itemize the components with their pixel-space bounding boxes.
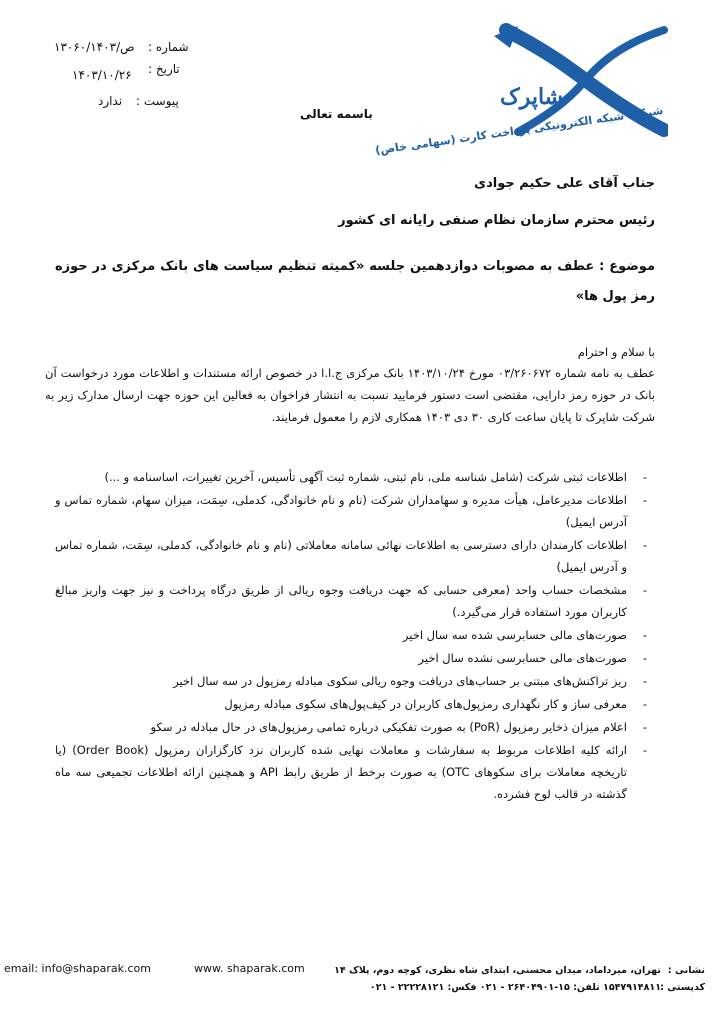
postal-phone-fax: ۱۵۴۷۹۱۴۸۱۱ تلفن: ۱۵-۲۶۴۰۴۹۰۱ - ۰۲۱ فکس: ۲۲۲۲۸۱۲۱ - ۰۲۱ [369,982,661,993]
number-label: شماره : [148,40,189,54]
list-item: - ریز تراکنش‌های مبتنی بر حساب‌های دریافت وجوه ریالی سکوی مبادله رمزپول در سه سال اخیر [173,674,647,688]
list-item: - اطلاعات ثبتی شرکت (شامل شناسه ملی، نام ثبتی، شماره ثبت آگهی تأسیس، آخرین تغییرات، اساسنامه و ...) [104,470,647,484]
letter-meta [38,40,198,110]
list-item: - صورت‌های مالی حسابرسی نشده سال اخیر [418,651,647,665]
list-item: - صورت‌های مالی حسابرسی شده سه سال اخیر [402,628,647,642]
number-value: ۱۳۰۶۰/ص/۱۴۰۳ [54,40,135,54]
company-full-name: شرکت شبکه الکترونیکی پرداخت کارت (سهامی خاص) [374,103,665,158]
recipient-name: جناب آقای علی حکیم جوادی [474,176,655,191]
list-item: - مشخصات حساب واحد (معرفی حسابی که جهت دریافت وجوه ریالی از طریق درگاه پرداخت و نیز جهت واریز مبالغ کاربران مورد استفاده قرار می‌گیرد.) [55,583,647,619]
list-item: - اطلاعات کارمندان دارای دسترسی به اطلاعات نهائی سامانه معاملاتی (نام و نام خانوادگی، کدملی، سِمَت، شماره تماس و آدرس ایمیل) [55,538,647,574]
greeting: با سلام و احترام [577,345,655,359]
date-label: تاریخ : [148,62,180,76]
requirements-list [55,466,655,806]
list-item: - اعلام میزان ذخایر رمزپول (PoR) به صورت تفکیکی درباره تمامی رمزپول‌های در حال مبادله در سکو [150,720,647,734]
logo-wordmark: شاپرک [500,84,564,110]
footer-address [241,962,705,996]
date-value: ۱۴۰۳/۱۰/۲۶ [72,68,132,82]
address-label: نشانی : [667,965,705,976]
recipient-title: رئیس محترم سازمان نظام صنفی رایانه ای کشور [338,213,655,228]
footer-email[interactable]: email: info@shaparak.com [4,962,151,975]
list-item: - ارائه کلیه اطلاعات مربوط به سفارشات و معاملات نهایی شده کاربران نزد کارگزاران رمزپول (Order Book) (یا تاریخچه معاملات برای سکوهای OTC) به صورت برخط از طریق رابط API و همچنین ارائه اطلاعات تجمیعی سه ماه گذشته در قالب لوح فشرده. [55,743,647,801]
list-item: - اطلاعات مدیرعامل، هیأت مدیره و سهامداران شرکت (نام و نام خانوادگی، کدملی، سِمَت، میزان سهام، شماره تماس و آدرس ایمیل) [55,493,647,529]
footer-website[interactable]: www. shaparak.com [193,962,305,975]
letter-subject: موضوع : عطف به مصوبات دوازدهمین جلسه «کمیته تنظیم سیاست های بانک مرکزی در حوزه رمز پول ها» [55,259,655,304]
basmaleh: باسمه تعالی [300,107,373,121]
postal-label: کدپستی : [660,982,705,993]
address-text: تهران، میرداماد، میدان محسنی، ابتدای شاه نظری، کوچه دوم، پلاک ۱۴ [334,965,661,976]
list-item: - معرفی ساز و کار نگهداری رمزپول‌های کاربران در کیف‌پول‌های سکوی مبادله رمزپول [224,697,647,711]
body-paragraph: عطف به نامه شماره ۰۳/۲۶۰۶۷۲ مورخ ۱۴۰۳/۱۰/۲۴ بانک مرکزی ج.ا.ا در خصوص ارائه مستندات و اطلاعات مورد درخواست آن بانک در حوزه رمز دارایی، مقتضی است دستور فرمایید نسبت به انتشار فراخوان به فعالین این حوزه جهت ارسال مدارک زیر به شرکت شاپرک تا پایان ساعت کاری ۳۰ دی ۱۴۰۳ همکاری لازم را معمول فرمایند. [45,366,655,424]
attachment-label: پیوست : [136,94,179,108]
attachment-value: ندارد [98,94,123,108]
